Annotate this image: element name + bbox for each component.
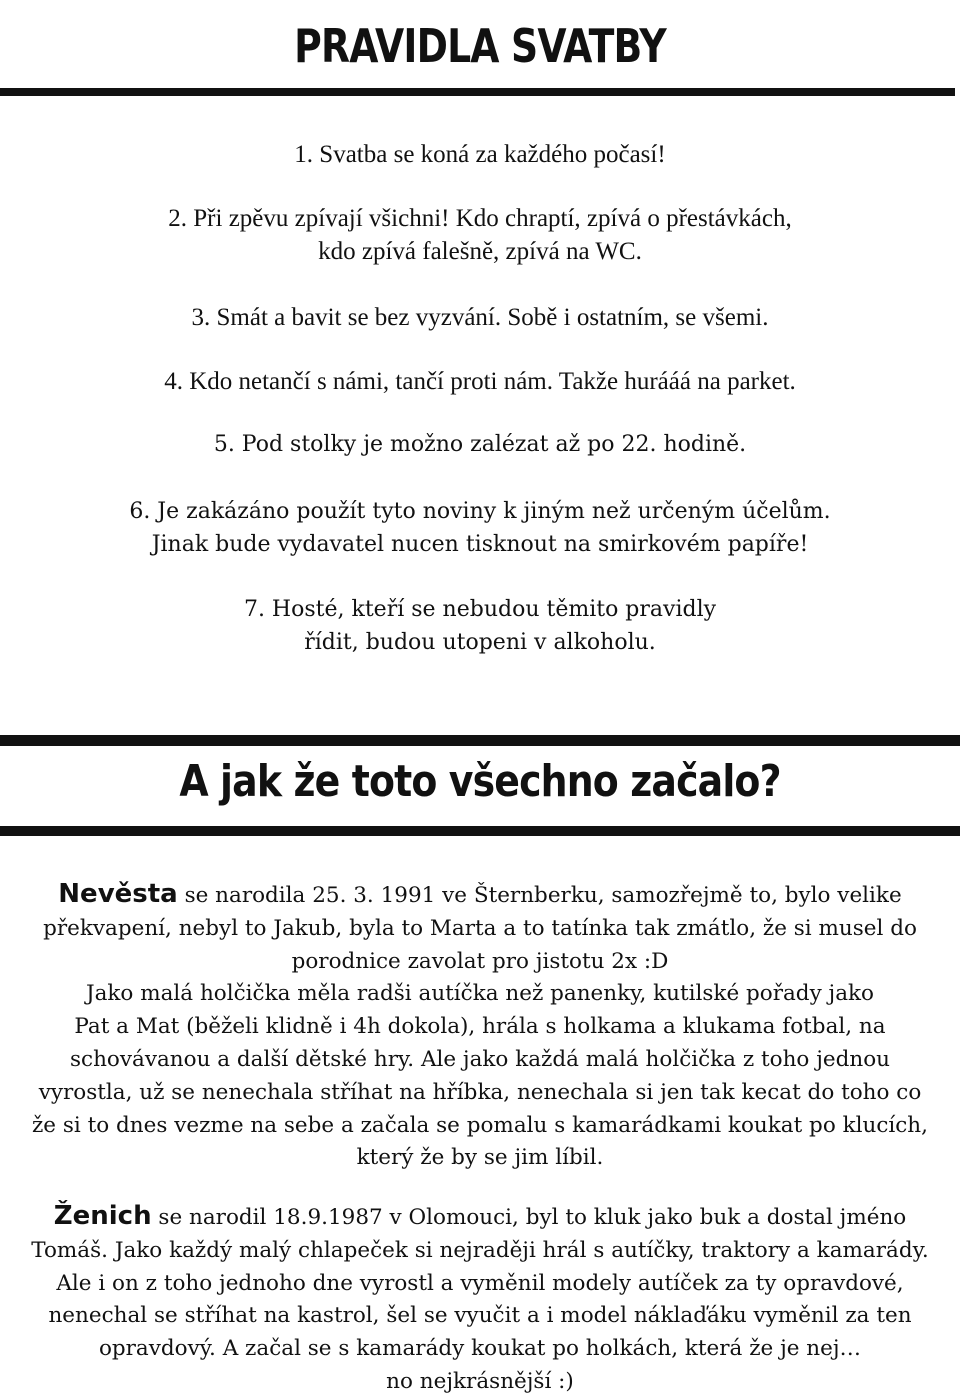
page-title: PRAVIDLA SVATBY (294, 19, 666, 73)
bride-story (0, 878, 960, 1175)
story-line: že si to dnes vezme na sebe a začala se pomalu s kamarádkami koukat po klucích, (31, 1112, 928, 1138)
rule-line: kdo zpívá falešně, zpívá na WC. (318, 238, 642, 265)
rule-line: 4. Kdo netančí s námi, tančí proti nám. Takže hurááá na parket. (164, 368, 796, 395)
story-line: porodnice zavolat pro jistotu 2x :D (291, 948, 669, 974)
rule-item (0, 495, 960, 561)
story-line: Tomáš. Jako každý malý chlapeček si nejraději hrál s autíčky, traktory a kamarády. (31, 1237, 929, 1263)
rule-item (0, 202, 960, 268)
rule-item (0, 138, 960, 171)
rule-line: 1. Svatba se koná za každého počasí! (294, 141, 666, 168)
story-line (0, 878, 960, 913)
story-line: Jako malá holčička měla radši autíčka než panenky, kutilské pořady jako (85, 981, 875, 1007)
story-line: opravdový. A začal se s kamarády koukat po holkách, která že je nej… (98, 1336, 862, 1362)
rule-line: Jinak bude vydavatel nucen tisknout na smirkovém papíře! (151, 532, 809, 557)
rule-line: 3. Smát a bavit se bez vyzvání. Sobě i ostatním, se všemi. (191, 304, 769, 331)
story-line: nenechal se stříhat na kastrol, šel se vyučit a i model náklaďáku vyměnil za ten (48, 1303, 912, 1329)
story-text: se narodila 25. 3. 1991 ve Šternberku, samozřejmě to, bylo velike (177, 883, 902, 908)
story-line: překvapení, nebyl to Jakub, byla to Marta a to tatínka tak zmátlo, že si musel do (43, 915, 917, 941)
rule-line: řídit, budou utopeni v alkoholu. (304, 630, 656, 655)
story-line: schovávanou a další dětské hry. Ale jako každá malá holčička z toho jednou (70, 1046, 890, 1072)
rule-line: 2. Při zpěvu zpívají všichni! Kdo chraptí, zpívá o přestávkách, (168, 205, 792, 232)
groom-lead: Ženich (53, 1201, 152, 1231)
story-line: Pat a Mat (běželi klidně i 4h dokola), hrála s holkama a klukama fotbal, na (74, 1014, 886, 1040)
bride-lead: Nevěsta (58, 879, 178, 909)
story-text: se narodil 18.9.1987 v Olomouci, byl to kluk jako buk a dostal jméno (151, 1205, 907, 1230)
rule-line: 6. Je zakázáno použít tyto noviny k jiným než určeným účelům. (129, 499, 831, 524)
section-divider-top (0, 735, 960, 746)
story-line: který že by se jim líbil. (356, 1145, 604, 1171)
groom-story (0, 1200, 960, 1399)
story-line: no nejkrásnější :) (386, 1368, 574, 1394)
section-divider-bottom (0, 826, 960, 836)
story-line: Ale i on z toho jednoho dne vyrostl a vyměnil modely autíček za ty opravdové, (56, 1270, 904, 1296)
title-divider (0, 88, 955, 96)
rule-item (0, 301, 960, 334)
story-line: vyrostla, už se nenechala stříhat na hříbka, nenechala si jen tak kecat do toho co (38, 1079, 922, 1105)
story-line (0, 1200, 960, 1235)
rule-item (0, 593, 960, 659)
rule-line: 5. Pod stolky je možno zalézat až po 22. hodině. (213, 432, 747, 457)
rule-item (0, 428, 960, 461)
section-heading: A jak že toto všechno začalo? (179, 756, 781, 807)
rule-line: 7. Hosté, kteří se nebudou těmito pravidly (243, 597, 717, 622)
rule-item (0, 365, 960, 398)
